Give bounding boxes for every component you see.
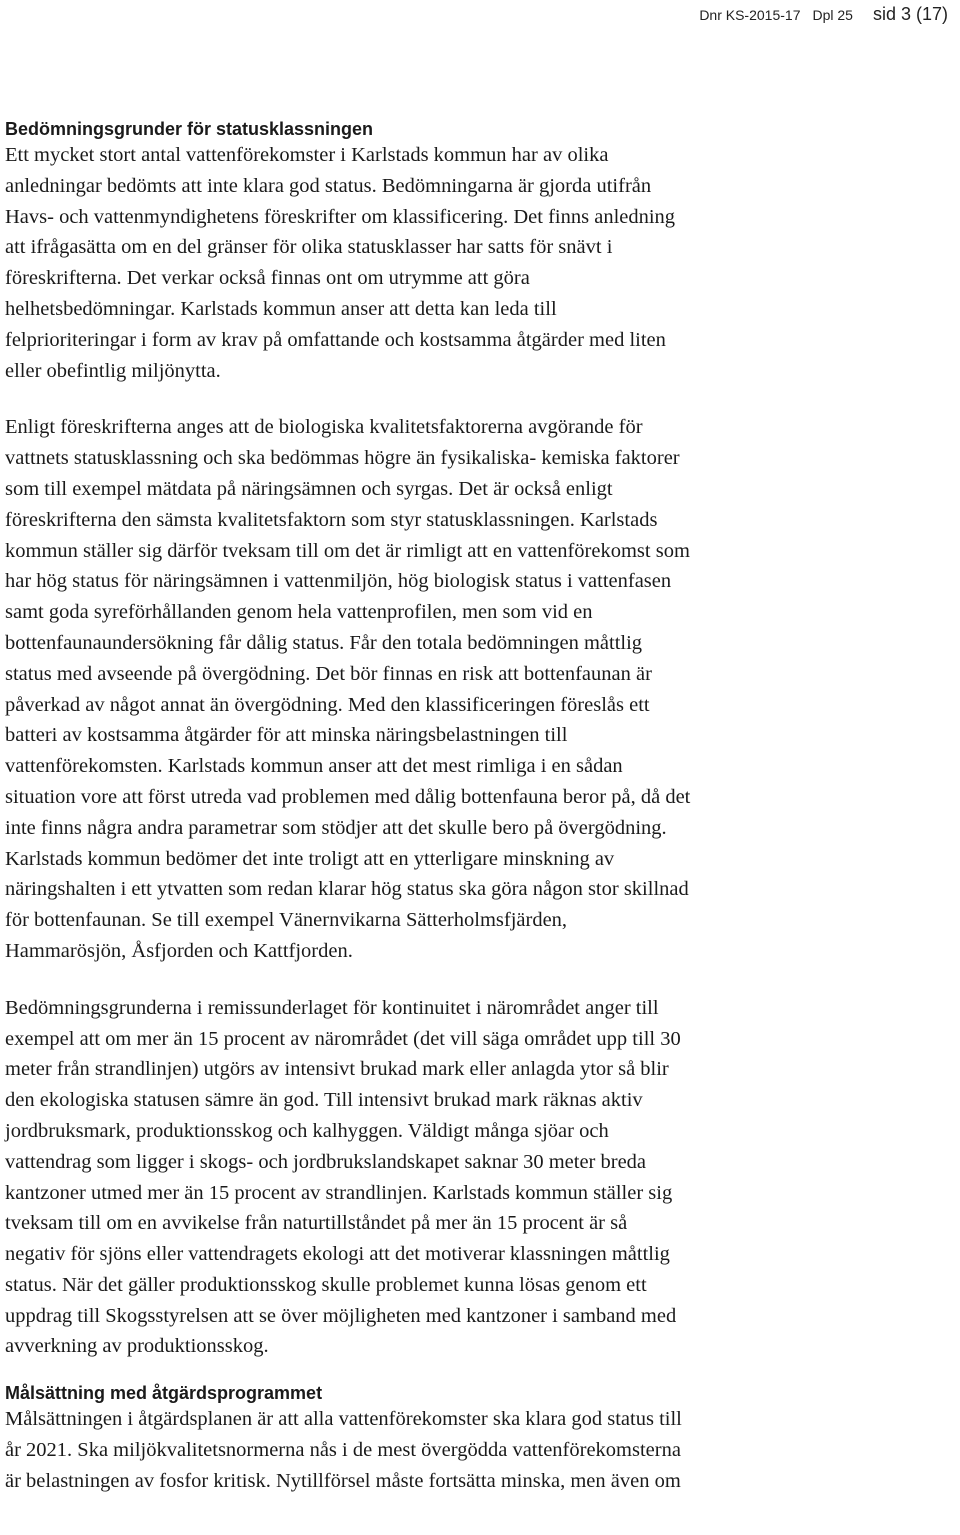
text-line: Hammarösjön, Åsfjorden och Kattfjorden.: [5, 939, 353, 962]
text-line: situation vore att först utreda vad problemen med dålig bottenfauna beror på, då det: [5, 785, 691, 808]
paragraph-1: [5, 140, 795, 386]
text-line: status. När det gäller produktionsskog skulle problemet kunna lösas genom ett: [5, 1273, 647, 1296]
text-line: vattenförekomsten. Karlstads kommun anser att det mest rimliga i en sådan: [5, 755, 623, 778]
text-line: felprioriteringar i form av krav på omfattande och kostsamma åtgärder med liten: [5, 328, 666, 351]
text-line: att ifrågasätta om en del gränser för olika statusklasser har satts för snävt i: [5, 236, 613, 259]
section-heading-bedomningsgrunder: Bedömningsgrunder för statusklassningen: [5, 119, 374, 139]
text-line: jordbruksmark, produktionsskog och kalhyggen. Väldigt många sjöar och: [5, 1119, 609, 1142]
text-line: Ett mycket stort antal vattenförekomster i Karlstads kommun har av olika: [5, 144, 609, 166]
paragraph-4: [5, 1404, 795, 1496]
document-part: Dpl 25: [812, 7, 853, 23]
document-body: [5, 118, 795, 1497]
paragraph-spacer: [5, 1362, 795, 1382]
text-line: tveksam till om en avvikelse från naturtillståndet på mer än 15 procent är så: [5, 1212, 628, 1235]
text-line: som till exempel mätdata på näringsämnen och syrgas. Det är också enligt: [5, 477, 613, 500]
text-line: uppdrag till Skogsstyrelsen att se över möjligheten med kantzoner i samband med: [5, 1304, 677, 1327]
text-line: Enligt föreskrifterna anges att de biologiska kvalitetsfaktorerna avgörande för: [5, 416, 643, 439]
text-line: anledningar bedömts att inte klara god status. Bedömningarna är gjorda utifrån: [5, 174, 652, 197]
text-line: påverkad av något annat än övergödning. Med den klassificeringen föreslås ett: [5, 693, 650, 716]
document-number: Dnr KS-2015-17: [699, 7, 801, 23]
text-line: kantzoner utmed mer än 15 procent av strandlinjen. Karlstads kommun ställer sig: [5, 1181, 673, 1204]
text-line: meter från strandlinjen) utgörs av intensivt brukad mark eller anlagda ytor så blir: [5, 1058, 669, 1081]
section-heading-malsattning: Målsättning med åtgärdsprogrammet: [5, 1383, 323, 1404]
text-line: är belastningen av fosfor kritisk. Nytillförsel måste fortsätta minska, men även om: [5, 1469, 681, 1492]
text-line: för bottenfaunan. Se till exempel Vänernvikarna Sätterholmsfjärden,: [5, 909, 568, 932]
text-line: föreskrifterna den sämsta kvalitetsfaktorn som styr statusklassningen. Karlstads: [5, 508, 658, 531]
paragraph-spacer: [5, 386, 795, 412]
text-line: år 2021. Ska miljökvalitetsnormerna nås i de mest övergödda vattenförekomsterna: [5, 1439, 681, 1462]
page-header: [699, 4, 948, 25]
text-line: vattnets statusklassning och ska bedömmas högre än fysikaliska- kemiska faktorer: [5, 447, 680, 470]
text-line: avverkning av produktionsskog.: [5, 1335, 269, 1358]
text-line: Karlstads kommun bedömer det inte troligt att en ytterligare minskning av: [5, 847, 615, 870]
paragraph-spacer: [5, 967, 795, 993]
text-line: samt goda syreförhållanden genom hela vattenprofilen, men som vid en: [5, 601, 593, 624]
text-line: Bedömningsgrunderna i remissunderlaget för kontinuitet i närområdet anger till: [5, 996, 659, 1019]
text-line: negativ för sjöns eller vattendragets ekologi att det motiverar klassningen måttlig: [5, 1243, 670, 1266]
text-line: eller obefintlig miljönytta.: [5, 359, 221, 382]
text-line: helhetsbedömningar. Karlstads kommun anser att detta kan leda till: [5, 297, 557, 320]
text-line: kommun ställer sig därför tveksam till om det är rimligt att en vattenförekomst som: [5, 539, 690, 562]
text-line: Målsättningen i åtgärdsplanen är att alla vattenförekomster ska klara god status till: [5, 1408, 682, 1431]
text-line: den ekologiska statusen sämre än god. Till intensivt brukad mark räknas aktiv: [5, 1089, 643, 1112]
text-line: exempel att om mer än 15 procent av närområdet (det vill säga området upp till 30: [5, 1027, 681, 1050]
text-line: näringshalten i ett ytvatten som redan klarar hög status ska göra någon stor skillnad: [5, 878, 689, 901]
text-line: batteri av kostsamma åtgärder för att minska näringsbelastningen till: [5, 724, 568, 747]
page-number: sid 3 (17): [872, 4, 948, 24]
text-line: har hög status för näringsämnen i vattenmiljön, hög biologisk status i vattenfasen: [5, 570, 672, 593]
text-line: inte finns några andra parametrar som stödjer att det skulle bero på övergödning.: [5, 816, 667, 839]
text-line: bottenfaunaundersökning får dålig status. Får den totala bedömningen måttlig: [5, 631, 643, 654]
paragraph-3: [5, 993, 795, 1363]
text-line: status med avseende på övergödning. Det bör finnas en risk att bottenfaunan är: [5, 662, 652, 685]
text-line: vattendrag som ligger i skogs- och jordbrukslandskapet saknar 30 meter breda: [5, 1150, 647, 1173]
paragraph-2: [5, 412, 795, 966]
text-line: föreskrifterna. Det verkar också finnas ont om utrymme att göra: [5, 267, 530, 290]
text-line: Havs- och vattenmyndighetens föreskrifter om klassificering. Det finns anledning: [5, 205, 676, 228]
